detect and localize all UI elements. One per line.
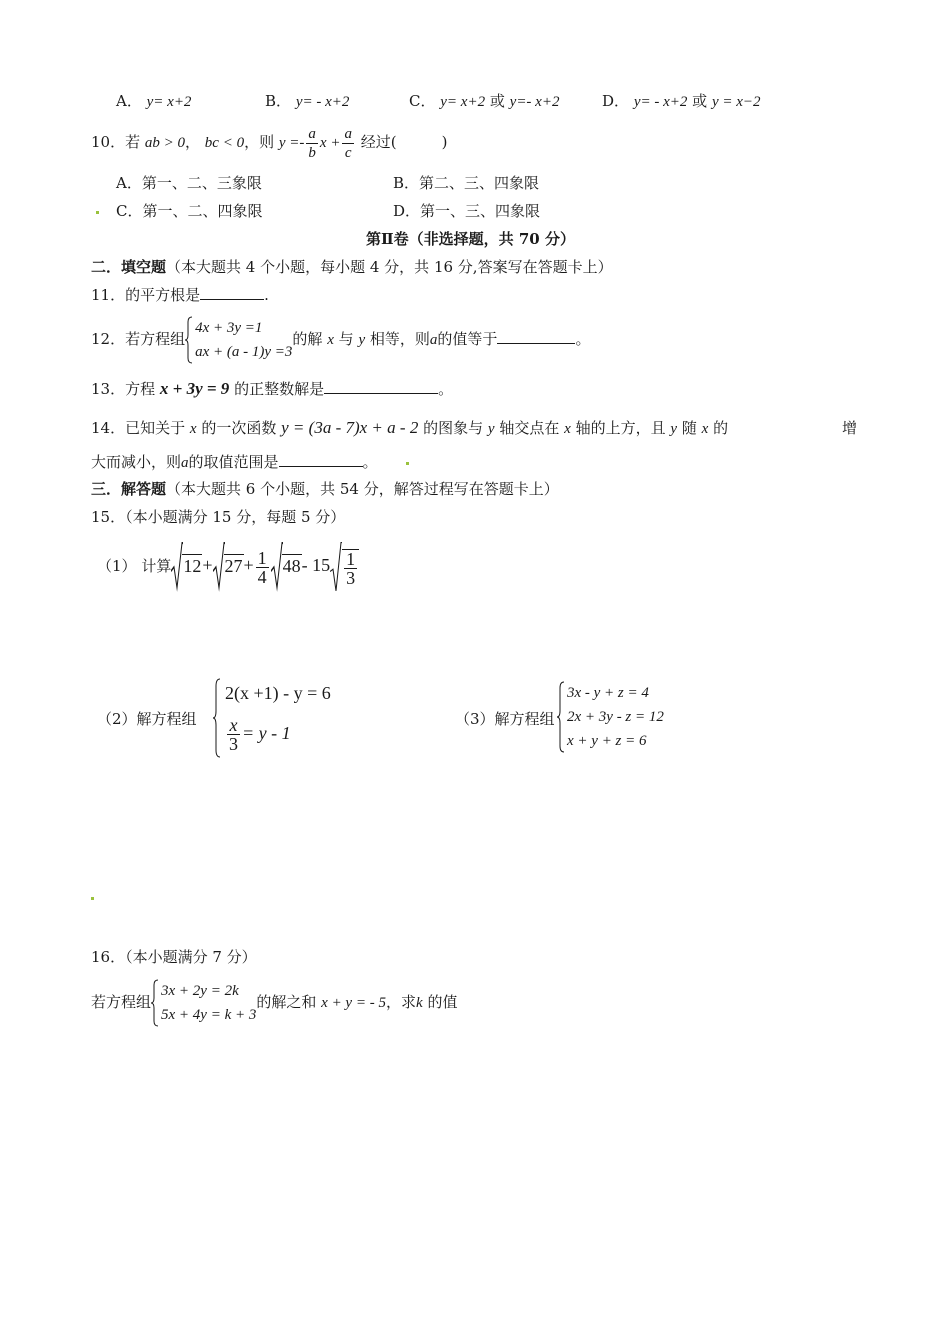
q10-frac1-num: a (308, 125, 316, 142)
q9-option-d (602, 91, 761, 112)
q12-mid3: 的值等于 (437, 330, 498, 348)
q12-end: 。 (575, 330, 591, 348)
frac-numerator: 1 (257, 547, 267, 568)
sqrt-12 (171, 542, 202, 592)
q10-option-a: A．第一、二、三象限 (116, 174, 262, 192)
q12-mid2: 相等，则 (369, 330, 430, 348)
q14-x3: x (701, 421, 709, 437)
q10-frac2-num: a (344, 125, 352, 142)
q9-option-a-label: A． (116, 92, 142, 110)
q12-answer-blank[interactable] (497, 329, 575, 344)
q16-suffix: ，求 (385, 993, 416, 1011)
left-brace-icon (185, 316, 193, 364)
q9-option-c-expr1: y= x+2 (440, 94, 486, 110)
q12-mid1: 的解 (292, 330, 323, 348)
q13-prefix: 方程 (125, 380, 156, 398)
radical-icon (213, 542, 225, 592)
q16-number: 16． (91, 948, 126, 966)
q9-option-b (265, 91, 349, 112)
q16-eq2: 5x + 4y = k + 3 (161, 1007, 257, 1023)
q9-option-c-expr2: y=- x+2 (509, 94, 560, 110)
q14-line1 (91, 418, 728, 439)
part3-heading (91, 479, 559, 499)
q10-cond2: bc < 0 (204, 135, 245, 151)
q10-number: 10． (91, 133, 126, 151)
q9-option-a (116, 91, 191, 112)
frac-denominator: 4 (257, 566, 267, 587)
q15-note: （本小题满分 15 分，每题 5 分） (125, 508, 346, 526)
q10-option-d: D．第一、三、四象限 (393, 202, 541, 220)
q10-stem: 10．若 ab > 0， bc < 0，则 y =- $\frac{a}{b}$ x + $\frac{a}{c}$ 经过( ) (91, 125, 448, 161)
q15-minus: - 15 (301, 555, 331, 575)
q14-function: y = (3a - 7)x + a - 2 (281, 418, 419, 437)
q15-part3-label: （3）解方程组 (455, 710, 555, 728)
q12-a: a (429, 332, 438, 348)
q10-cond1: ab > 0 (144, 135, 186, 151)
q15-part2-system (213, 678, 331, 758)
q10-option-b: B．第二、三、四象限 (393, 174, 540, 192)
q11 (91, 285, 269, 305)
q10-option-c: C．第一、二、四象限 (116, 202, 263, 220)
q15-p3-system (557, 681, 664, 753)
q12-eq1: 4x + 3y =1 (195, 320, 263, 336)
q9-option-d-or: 或 (692, 92, 708, 110)
q14-p4: 轴交点在 (499, 419, 560, 437)
q15-p2-frac (227, 716, 240, 753)
q9-option-c-label: C． (409, 92, 436, 110)
left-brace-icon (557, 681, 565, 753)
frac-numerator: x (227, 716, 240, 735)
sqrt-48-value: 48 (282, 556, 301, 576)
q14-p6: 随 (681, 419, 697, 437)
q10-tail: 经过( ) (360, 133, 448, 151)
q14-number: 14． (91, 419, 126, 437)
radical-icon (171, 542, 183, 592)
q15-p3-eq1: 3x - y + z = 4 (567, 685, 649, 701)
q13-end: 。 (438, 380, 454, 398)
q11-text: 的平方根是 (125, 286, 201, 304)
sqrt-12-value: 12 (183, 556, 202, 576)
decorative-dot (96, 211, 99, 214)
sqrt-27 (213, 542, 244, 592)
q13-suffix: 的正整数解是 (234, 380, 325, 398)
q10-frac-a-b (306, 125, 318, 162)
q13 (91, 379, 453, 399)
q15-part2-label: （2）解方程组 (97, 710, 197, 728)
q10-frac2-den: c (344, 144, 352, 161)
q12-y: y (358, 332, 366, 348)
q14-p5: 轴的上方，且 (575, 419, 666, 437)
q9-option-d-expr1: y= - x+2 (633, 94, 688, 110)
q16-heading (91, 947, 257, 967)
q15-p2-system (213, 678, 331, 758)
q15-p2-eq2-rest: = y - 1 (242, 723, 291, 743)
q14-y: y (487, 421, 495, 437)
part2-note: （本大题共 4 个小题，每小题 4 分，共 16 分,答案写在答题卡上） (166, 258, 613, 276)
q12 (91, 314, 590, 365)
q14-y2: y (670, 421, 678, 437)
q10-frac-a-c (342, 125, 354, 162)
part3-head: 三．解答题 (91, 480, 167, 498)
q12-eq2: ax + (a - 1)y =3 (195, 344, 293, 360)
q15-heading (91, 507, 345, 527)
q10-x-plus: x + (319, 135, 341, 151)
q15-sqrt-frac (342, 549, 359, 587)
part2-heading (91, 257, 613, 277)
q14-line2a: 大而减小，则 (91, 453, 182, 471)
radical-icon (330, 542, 342, 592)
section2-title: 第Ⅱ卷（非选择题，共 70 分） (366, 230, 575, 248)
q14-p1: 已知关于 (125, 419, 186, 437)
q16-end: 的值 (427, 993, 458, 1011)
q10-ze: ，则 (244, 133, 275, 151)
q16-k: k (415, 995, 423, 1011)
q9-option-b-expr: y= - x+2 (295, 94, 350, 110)
q15-p2-eq2 (225, 708, 331, 758)
q14-p2: 的一次函数 (201, 419, 277, 437)
q15-frac-1-4 (256, 549, 269, 586)
q16-mid: 的解之和 (256, 993, 317, 1011)
q11-end: . (264, 286, 269, 304)
frac-denominator: 3 (346, 568, 356, 588)
frac-numerator: 1 (346, 549, 356, 569)
q14-answer-blank[interactable] (279, 452, 363, 467)
q13-number: 13． (91, 380, 126, 398)
q15-part3-system (557, 681, 664, 753)
q15-p3-eq3: x + y + z = 6 (567, 733, 647, 749)
q14-end: 。 (362, 453, 378, 471)
q9-option-d-expr2: y = x−2 (711, 94, 761, 110)
q16-system (151, 979, 256, 1027)
q16-body (91, 977, 457, 1028)
radical-icon (271, 542, 283, 592)
q9-option-b-label: B． (265, 92, 292, 110)
q15-p1-label: （1） (97, 557, 137, 575)
q16-note: （本小题满分 7 分） (125, 948, 257, 966)
q9-option-c (409, 91, 559, 112)
q9-option-a-expr: y= x+2 (146, 94, 192, 110)
q14-line2b: 的取值范围是 (188, 453, 279, 471)
left-brace-icon (213, 678, 221, 758)
q12-system (185, 316, 292, 364)
q9-option-d-label: D． (602, 92, 630, 110)
q14-line2 (91, 452, 378, 473)
q14-x2: x (564, 421, 571, 437)
q15-p1-text: 计算 (141, 557, 172, 575)
q16-sum: x + y = - 5 (321, 995, 386, 1011)
q16-eq1: 3x + 2y = 2k (161, 983, 239, 999)
q14-p3: 的图象与 (423, 419, 484, 437)
decorative-dot (91, 897, 94, 900)
q12-prefix: 若方程组 (125, 330, 186, 348)
sqrt-48 (271, 542, 302, 592)
q15-plus1: + (202, 555, 213, 575)
q14-a: a (181, 455, 189, 471)
q15-p2-eq1: 2(x +1) - y = 6 (225, 683, 331, 703)
q12-number: 12． (91, 330, 126, 348)
q15-plus2: + (243, 555, 254, 575)
q15-part1 (97, 540, 359, 592)
q14-p7: 的 (713, 419, 729, 437)
frac-denominator: 3 (229, 734, 238, 755)
decorative-dot (406, 462, 409, 465)
q11-answer-blank[interactable] (200, 285, 264, 300)
sqrt-one-third (330, 542, 359, 592)
q14-zeng: 增 (842, 419, 858, 437)
q13-equation: x + 3y = 9 (159, 379, 230, 398)
q14-x: x (189, 421, 197, 437)
q16-prefix: 若方程组 (91, 993, 152, 1011)
q11-number: 11． (91, 286, 126, 304)
q9-option-c-or: 或 (489, 92, 505, 110)
left-brace-icon (151, 979, 159, 1027)
q12-yu: 与 (338, 330, 354, 348)
q10-y-eq: y =- (278, 135, 305, 151)
q10-frac1-den: b (308, 144, 316, 161)
part3-note: （本大题共 6 个小题，共 54 分，解答过程写在答题卡上） (166, 480, 559, 498)
part2-head: 二．填空题 (91, 258, 167, 276)
sqrt-27-value: 27 (224, 556, 243, 576)
q15-p3-eq2: 2x + 3y - z = 12 (567, 709, 664, 725)
q13-answer-blank[interactable] (324, 379, 438, 394)
q10-ruo: 若 (125, 133, 141, 151)
q12-x: x (327, 332, 334, 348)
q15-number: 15． (91, 508, 126, 526)
